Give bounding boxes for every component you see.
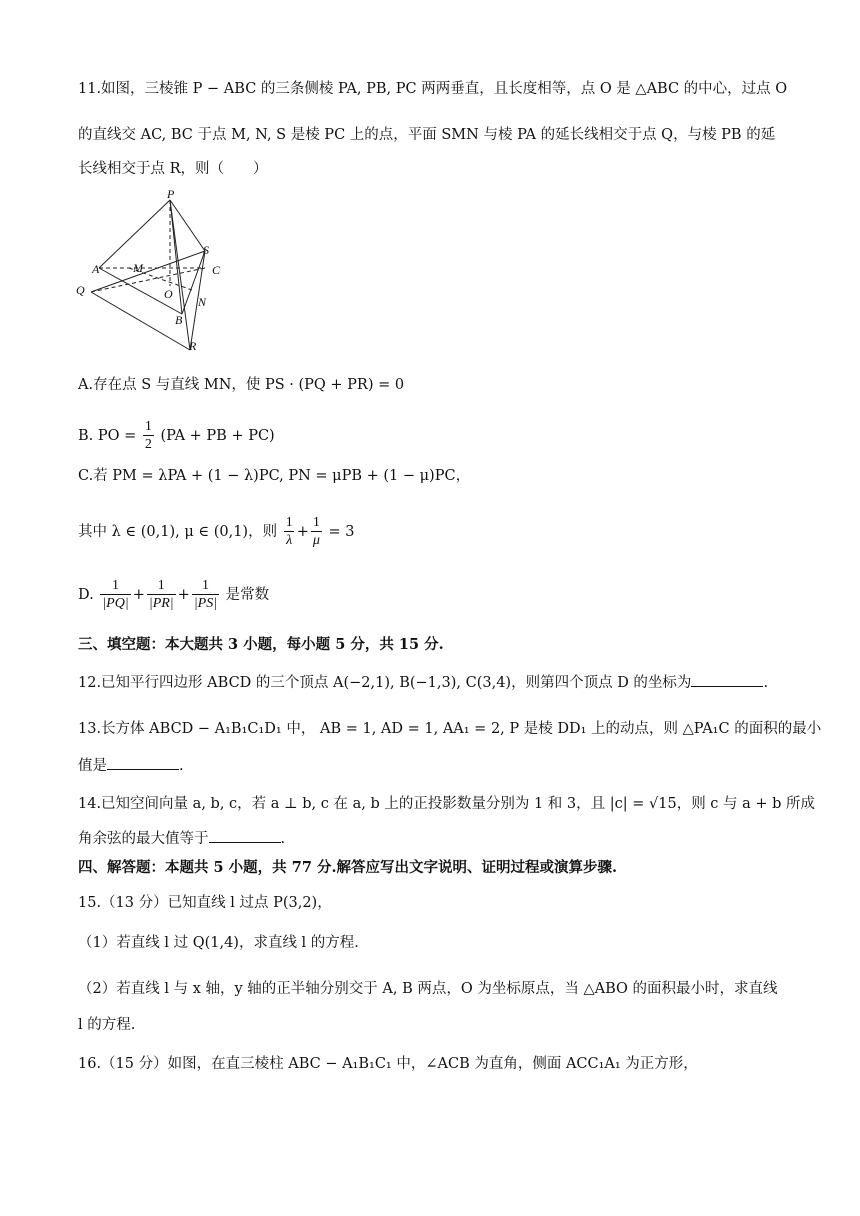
q15-line-1: 15.（13 分）已知直线 l 过点 P(3,2)，: [78, 895, 332, 911]
q11-option-a-prefix: A.存在点 S 与直线 MN，使: [78, 377, 265, 393]
q11-option-c-prefix: 其中 λ ∈ (0,1), μ ∈ (0,1)，则: [78, 524, 278, 540]
q11-option-c-line-2: 其中 λ ∈ (0,1), μ ∈ (0,1)，则 $\frac{1}{\lambda}$ + $\frac{1}{\mu}$ = 3: [78, 514, 355, 548]
q13-line-2-text: 值是: [78, 758, 107, 774]
section-4-heading: 四、解答题：本题共 5 小题，共 77 分.解答应写出文字说明、证明过程或演算步骤.: [78, 859, 618, 876]
q11-option-d-suffix: 是常数: [225, 587, 270, 603]
q12-answer-blank[interactable]: [691, 672, 763, 687]
q11-pyramid-figure: [72, 186, 232, 354]
q11-line-1: 11.如图，三棱锥 P − ABC 的三条侧棱 PA, PB, PC 两两垂直，且长度相等，点 O 是 △ABC 的中心，过点 O: [78, 81, 788, 97]
q12: [78, 672, 768, 694]
q14-end: .: [280, 831, 286, 847]
q11-option-d-fraction-pr-denominator: |PR|: [148, 595, 174, 611]
q14-line-2: [78, 828, 285, 850]
q11-option-c-fraction-lambda: [284, 515, 295, 550]
q15-part-2-line-1: （2）若直线 l 与 x 轴，y 轴的正半轴分别交于 A, B 两点，O 为坐标原点，当 △ABO 的面积最小时，求直线: [78, 981, 778, 997]
fig-label-m: M: [133, 261, 143, 275]
q11-line-3: 长线相交于点 R，则（ ）: [78, 161, 268, 177]
q11-option-c-result: = 3: [328, 524, 355, 540]
q11-option-b: [78, 418, 275, 454]
q11-option-d-fraction-pr-numerator: 1: [157, 577, 165, 593]
q11-option-b-prefix: B. PO =: [78, 428, 141, 444]
fig-label-n: N: [198, 295, 207, 309]
fig-label-r: R: [189, 339, 197, 353]
section-3-heading: 三、填空题：本大题共 3 小题，每小题 5 分，共 15 分.: [78, 636, 444, 653]
fig-label-a: A: [92, 262, 100, 276]
q14-line-2-text: 角余弦的最大值等于: [78, 831, 209, 847]
q15-part-1: （1）若直线 l 过 Q(1,4)，求直线 l 的方程.: [78, 935, 359, 951]
q14-line-1: 14.已知空间向量 a, b, c，若 a ⊥ b, c 在 a, b 上的正投影数量分别为 1 和 3，且 |c| = √15，则 c 与 a + b 所成: [78, 796, 816, 812]
q11-option-d-fraction-ps: [192, 578, 219, 613]
q11-option-b-fraction-denominator: 2: [144, 436, 152, 452]
q13-line-1: 13.长方体 ABCD − A₁B₁C₁D₁ 中， AB = 1, AD = 1, AA₁ = 2, P 是棱 DD₁ 上的动点，则 △PA₁C 的面积的最小: [78, 721, 822, 737]
q14-answer-blank[interactable]: [209, 828, 281, 843]
fig-label-c: C: [212, 263, 221, 277]
q11-option-d-fraction-pq-denominator: |PQ|: [102, 595, 129, 611]
fig-label-o: O: [164, 287, 173, 301]
q13-line-2: [78, 755, 184, 777]
q11-option-b-fraction-numerator: 1: [144, 418, 152, 434]
q11-option-a: [78, 374, 404, 396]
q11-option-c-fraction-lambda-numerator: 1: [285, 514, 293, 530]
q11-option-c-line-1: C.若 PM = λPA + (1 − λ)PC, PN = μPB + (1 − μ)PC，: [78, 468, 471, 484]
fig-label-s: S: [203, 243, 209, 257]
q11-option-d-fraction-pq: [100, 578, 130, 613]
q11-option-d-fraction-ps-numerator: 1: [201, 577, 209, 593]
q11-option-c-fraction-mu-numerator: 1: [312, 514, 320, 530]
q15-part-2-line-2: l 的方程.: [78, 1017, 136, 1033]
q11-option-a-equation: PS · (PQ + PR) = 0: [264, 377, 405, 393]
q12-end: .: [763, 675, 769, 691]
q11-option-d-fraction-pr: [147, 578, 176, 613]
q11-option-c-fraction-mu: [311, 515, 322, 550]
q16-line-1: 16.（15 分）如图，在直三棱柱 ABC − A₁B₁C₁ 中，∠ACB 为直角，侧面 ACC₁A₁ 为正方形，: [78, 1056, 698, 1072]
q11-option-b-rest: (PA + PB + PC): [160, 428, 275, 444]
q11-option-d: D. $\frac{1}{|PQ|}$ + $\frac{1}{|PR|}$ + $\frac{1}{|PS|}$ 是常数: [78, 577, 270, 611]
q11-option-d-fraction-ps-denominator: |PS|: [193, 595, 218, 611]
q11-option-b-fraction: [143, 419, 154, 454]
q12-text: 12.已知平行四边形 ABCD 的三个顶点 A(−2,1), B(−1,3), C(3,4)，则第四个顶点 D 的坐标为: [78, 675, 692, 691]
q11-line-2: 的直线交 AC, BC 于点 M, N, S 是棱 PC 上的点，平面 SMN 与棱 PA 的延长线相交于点 Q，与棱 PB 的延: [78, 127, 776, 143]
q11-option-d-prefix: D.: [78, 587, 94, 603]
fig-label-q: Q: [76, 283, 85, 297]
fig-label-p: P: [167, 187, 175, 201]
q11-option-c-fraction-mu-denominator: μ: [312, 532, 320, 548]
q13-end: .: [179, 758, 184, 774]
q13-answer-blank[interactable]: [107, 755, 179, 770]
fig-label-b: B: [175, 313, 183, 327]
q11-option-c-fraction-lambda-denominator: λ: [286, 532, 293, 548]
q11-option-d-fraction-pq-numerator: 1: [112, 577, 119, 593]
